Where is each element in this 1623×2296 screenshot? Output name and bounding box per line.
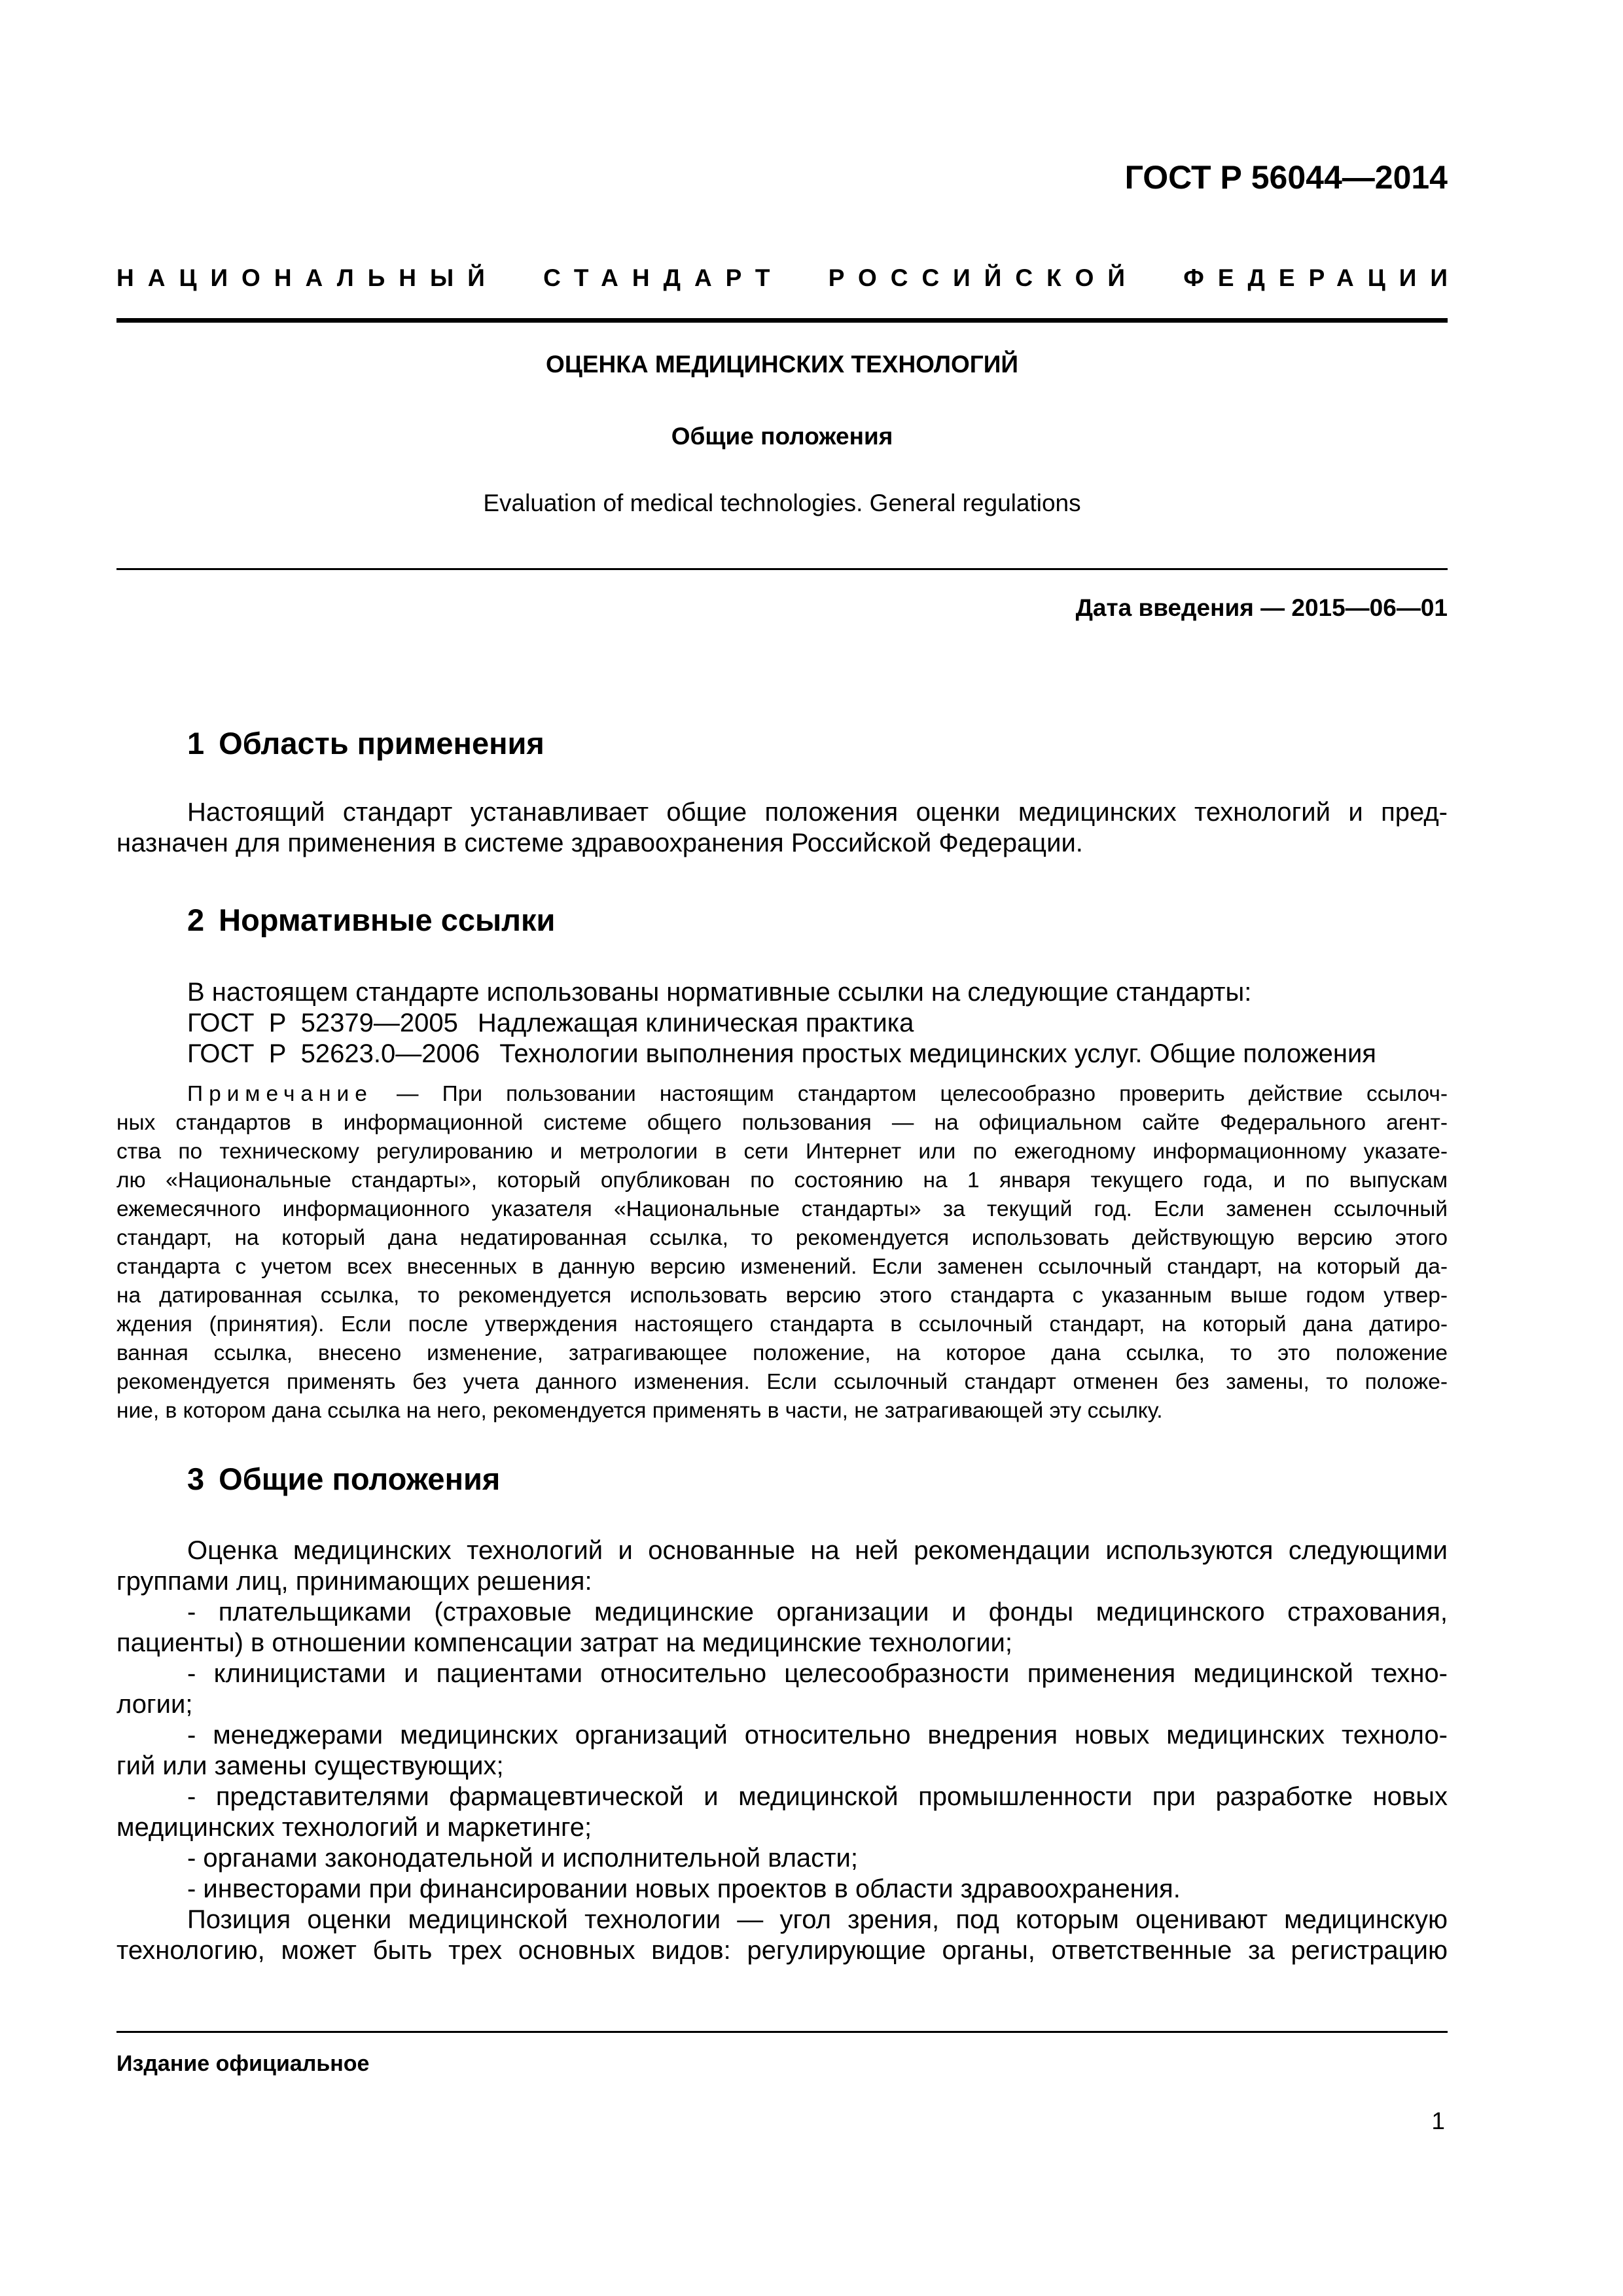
note-block (116, 1080, 1448, 1426)
note-line: ванная ссылка, внесено изменение, затрагивающее положение, на которое дана ссылка, то это положение (116, 1341, 1448, 1365)
note-line: на датированная ссылка, то рекомендуется использовать версию этого стандарта с указанным выше годом утвер- (116, 1283, 1448, 1308)
reference-code: ГОСТ Р 52379—2005 (187, 1009, 458, 1037)
section-number: 3 (187, 1462, 205, 1496)
text-line: Оценка медицинских технологий и основанные на ней рекомендации используются следующими (187, 1536, 1448, 1565)
note-line: ние, в котором дана ссылка на него, рекомендуется применять в части, не затрагивающей эту ссылку. (116, 1399, 1163, 1423)
section-1-body (116, 797, 1448, 859)
list-item-line: гий или замены существующих; (116, 1751, 504, 1780)
note-line: ежемесячного информационного указателя «Национальные стандарты» за текущий год. Если заменен ссылочный (116, 1197, 1448, 1221)
reference-title: Надлежащая клиническая практика (477, 1009, 914, 1037)
list-item-line: - клиницистами и пациентами относительно целесообразности применения медицинской техно- (187, 1659, 1448, 1688)
list-item-line: - представителями фармацевтической и медицинской промышленности при разработке новых (187, 1782, 1448, 1811)
footer-divider (116, 2031, 1448, 2033)
note-line: ных стандартов в информационной системе общего пользования — на официальном сайте Федерального агент- (116, 1111, 1448, 1135)
national-title-word: ФЕДЕРАЦИИ (1183, 264, 1461, 291)
note-line: стандарт, на который дана недатированная ссылка, то рекомендуется использовать действующую версию этого (116, 1226, 1448, 1250)
list-item-line: - органами законодательной и исполнительной власти; (187, 1844, 858, 1873)
national-title (116, 264, 1461, 292)
section-number: 1 (187, 726, 205, 761)
section-3-body (116, 1535, 1448, 1966)
references-intro: В настоящем стандарте использованы нормативные ссылки на следующие стандарты: (187, 978, 1252, 1007)
section-title: Общие положения (219, 1462, 501, 1496)
official-edition-label: Издание официальное (116, 2051, 370, 2076)
note-line: стандарта с учетом всех внесенных в данную версию изменений. Если заменен ссылочный стандарт, на который да- (116, 1255, 1448, 1279)
list-item-line: - инвесторами при финансировании новых проектов в области здравоохранения. (187, 1874, 1181, 1903)
section-3-heading (187, 1461, 500, 1497)
section-1-heading (187, 725, 544, 761)
list-item-line: логии; (116, 1690, 193, 1719)
note-line: ства по техническому регулированию и метрологии в сети Интернет или по ежегодному информационному указате- (116, 1139, 1448, 1164)
list-item-line: - менеджерами медицинских организаций относительно внедрения новых медицинских техноло- (187, 1721, 1448, 1749)
text-line: технологию, может быть трех основных видов: регулирующие органы, ответственные за регистрацию (116, 1936, 1448, 1965)
list-item-line: пациенты) в отношении компенсации затрат на медицинские технологии; (116, 1628, 1013, 1657)
list-item-line: медицинских технологий и маркетинге; (116, 1813, 592, 1842)
reference-title: Технологии выполнения простых медицинских услуг. Общие положения (499, 1039, 1376, 1068)
document-subtitle: Общие положения (671, 423, 893, 450)
text-line: группами лиц, принимающих решения: (116, 1567, 592, 1596)
header-divider (116, 318, 1448, 323)
text-line: назначен для применения в системе здравоохранения Российской Федерации. (116, 829, 1083, 857)
section-number: 2 (187, 903, 205, 937)
note-line (116, 1080, 1448, 1109)
national-title-word: РОССИЙСКОЙ (828, 264, 1139, 291)
text-line: Настоящий стандарт устанавливает общие положения оценки медицинских технологий и пред- (187, 798, 1448, 827)
note-text: — При пользовании настоящим стандартом целесообразно проверить действие ссылоч- (397, 1082, 1448, 1106)
introduction-date: Дата введения — 2015—06—01 (1075, 594, 1448, 621)
document-title: ОЦЕНКА МЕДИЦИНСКИХ ТЕХНОЛОГИЙ (546, 351, 1018, 378)
reference-code: ГОСТ Р 52623.0—2006 (187, 1039, 480, 1068)
title-divider (116, 568, 1448, 570)
section-title: Нормативные ссылки (219, 903, 556, 937)
note-line: лю «Национальные стандарты», который опубликован по состоянию на 1 января текущего года, и по выпускам (116, 1168, 1448, 1193)
note-line: ждения (принятия). Если после утверждения настоящего стандарта в ссылочный стандарт, на который дана датиро- (116, 1312, 1448, 1336)
document-title-english: Evaluation of medical technologies. General regulations (483, 490, 1081, 516)
section-2-heading (187, 902, 555, 938)
national-title-word: СТАНДАРТ (543, 264, 784, 291)
note-label: Примечание (187, 1082, 373, 1106)
section-title: Область применения (219, 726, 544, 761)
national-title-word: НАЦИОНАЛЬНЫЙ (116, 264, 499, 291)
text-line: Позиция оценки медицинской технологии — угол зрения, под которым оценивают медицинскую (187, 1905, 1448, 1934)
page-number: 1 (1431, 2108, 1445, 2134)
list-item-line: - плательщиками (страховые медицинские организации и фонды медицинского страхования, (187, 1598, 1448, 1626)
reference-item (187, 1039, 1376, 1069)
note-line: рекомендуется применять без учета данного изменения. Если ссылочный стандарт отменен без замены, то положе- (116, 1370, 1448, 1394)
reference-item (187, 1009, 914, 1038)
gost-number: ГОСТ Р 56044—2014 (1124, 159, 1448, 196)
